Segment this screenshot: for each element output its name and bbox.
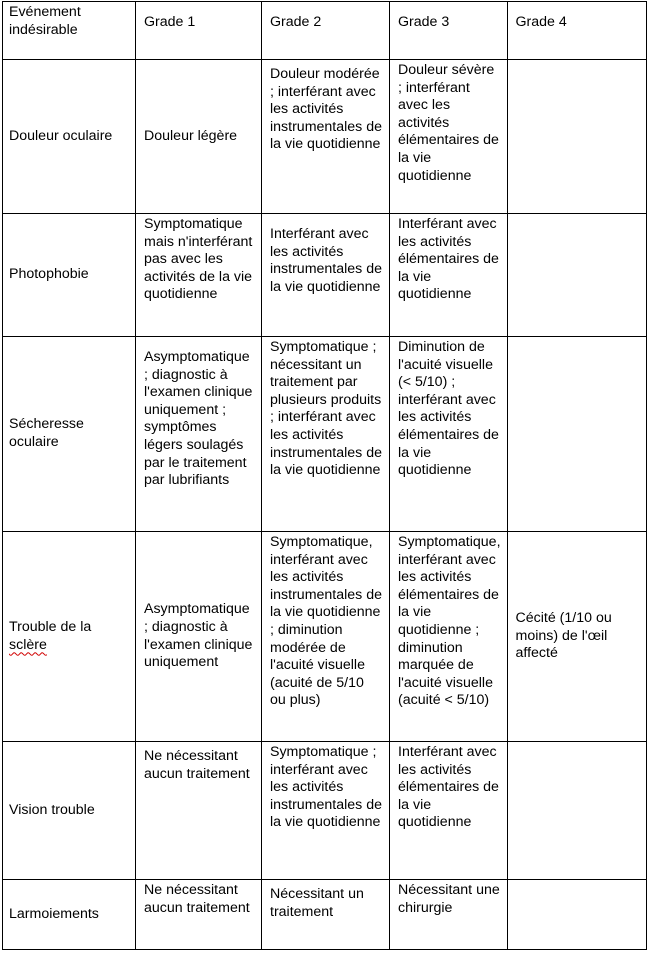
grade-2-cell: Douleur modérée ; interférant avec les activités instrumentales de la vie quotidienne xyxy=(262,60,390,214)
header-cell-grade-1: Grade 1 xyxy=(136,2,262,60)
grade-3-cell: Interférant avec les activités élémentaires de la vie quotidienne xyxy=(390,214,508,337)
event-label-line: Trouble de la xyxy=(9,618,92,635)
grade-2-cell: Symptomatique, interférant avec les activités instrumentales de la vie quotidienne ; diminution modérée de l'acuité visuelle (acuité de 5/10 ou plus) xyxy=(262,532,390,742)
event-label-line-spellcheck: sclère xyxy=(9,636,47,653)
grade-2-cell: Symptomatique ; interférant avec les activités instrumentales de la vie quotidienne xyxy=(262,742,390,880)
grade-1-cell: Ne nécessitant aucun traitement xyxy=(136,880,262,950)
adverse-events-grading-table xyxy=(2,1,647,950)
grade-2-cell: Nécessitant un traitement xyxy=(262,880,390,950)
table-row xyxy=(3,60,647,214)
grade-3-cell: Nécessitant une chirurgie xyxy=(390,880,508,950)
event-cell xyxy=(3,532,136,742)
table-row xyxy=(3,532,647,742)
grade-1-cell: Symptomatique mais n'interférant pas avec les activités de la vie quotidienne xyxy=(136,214,262,337)
table-row xyxy=(3,742,647,880)
grade-3-cell: Diminution de l'acuité visuelle (< 5/10) ; interférant avec les activités élémentaires de la vie quotidienne xyxy=(390,337,508,532)
event-cell: Larmoiements xyxy=(3,880,136,950)
event-cell: Sécheresse oculaire xyxy=(3,337,136,532)
table-row xyxy=(3,214,647,337)
grade-3-cell: Interférant avec les activités élémentaires de la vie quotidienne xyxy=(390,742,508,880)
grade-1-cell: Asymptomatique ; diagnostic à l'examen clinique uniquement ; symptômes légers soulagés par le traitement par lubrifiants xyxy=(136,337,262,532)
grade-4-cell xyxy=(507,60,646,214)
header-cell-grade-2: Grade 2 xyxy=(262,2,390,60)
grade-1-cell: Asymptomatique ; diagnostic à l'examen clinique uniquement xyxy=(136,532,262,742)
grade-1-cell: Ne nécessitant aucun traitement xyxy=(136,742,262,880)
grade-4-cell xyxy=(507,214,646,337)
grade-4-cell: Cécité (1/10 ou moins) de l'œil affecté xyxy=(507,532,646,742)
header-cell-grade-3: Grade 3 xyxy=(390,2,508,60)
event-cell: Vision trouble xyxy=(3,742,136,880)
grade-4-cell xyxy=(507,337,646,532)
grade-4-cell xyxy=(507,742,646,880)
header-cell-event: Evénement indésirable xyxy=(3,2,136,60)
header-cell-grade-4: Grade 4 xyxy=(507,2,646,60)
table-row xyxy=(3,880,647,950)
grade-3-cell: Symptomatique, interférant avec les activités élémentaires de la vie quotidienne ; diminution marquée de l'acuité visuelle (acuité < 5/10) xyxy=(390,532,508,742)
adverse-events-table-container xyxy=(2,1,647,950)
grade-4-cell xyxy=(507,880,646,950)
event-cell: Photophobie xyxy=(3,214,136,337)
table-row xyxy=(3,337,647,532)
table-header-row xyxy=(3,2,647,60)
grade-2-cell: Symptomatique ; nécessitant un traitement par plusieurs produits ; interférant avec les activités instrumentales de la vie quotidienne xyxy=(262,337,390,532)
grade-1-cell: Douleur légère xyxy=(136,60,262,214)
event-cell: Douleur oculaire xyxy=(3,60,136,214)
grade-3-cell: Douleur sévère ; interférant avec les activités élémentaires de la vie quotidienne xyxy=(390,60,508,214)
grade-2-cell: Interférant avec les activités instrumentales de la vie quotidienne xyxy=(262,214,390,337)
